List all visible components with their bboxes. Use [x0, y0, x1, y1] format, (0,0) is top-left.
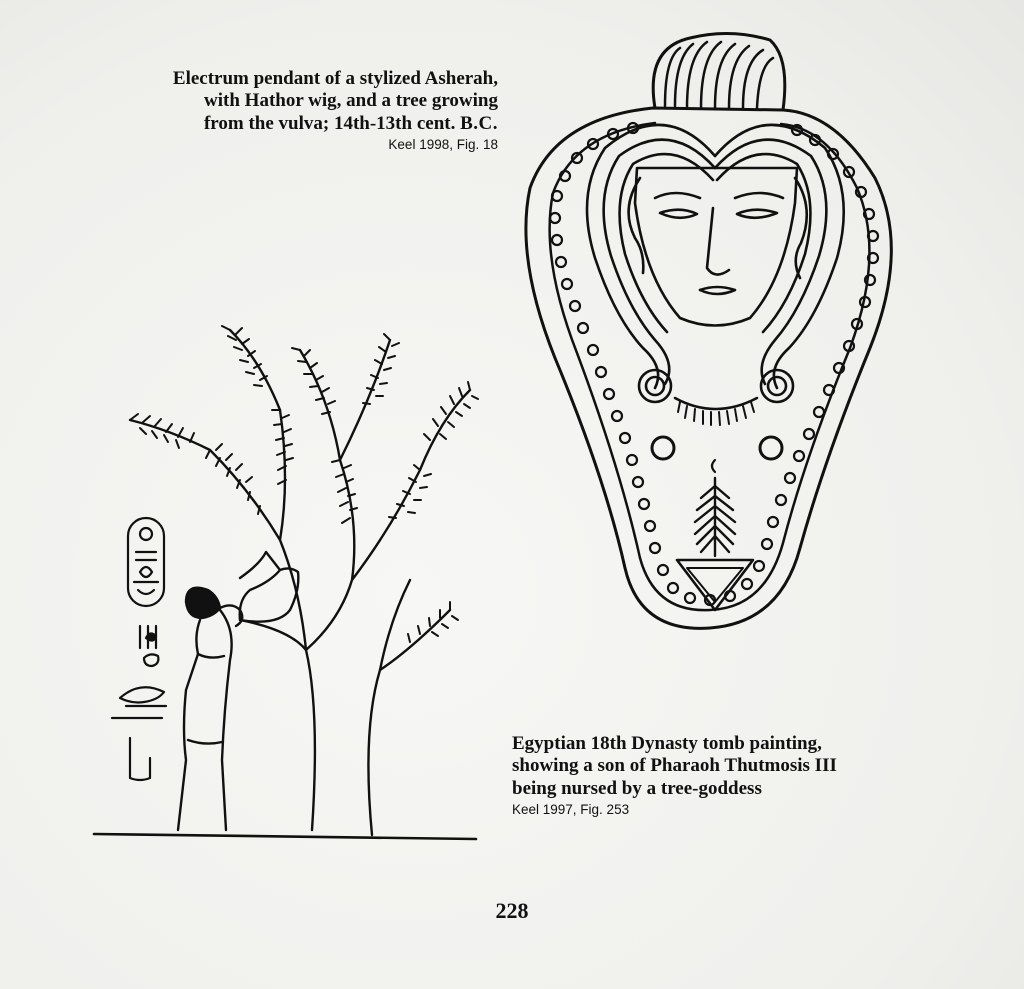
tree-caption-line-3: being nursed by a tree-goddess — [512, 777, 762, 799]
hathor-face — [629, 168, 807, 326]
pendant-breast-right — [760, 437, 782, 459]
pendant-caption — [78, 68, 498, 153]
tree-foliage — [130, 326, 478, 642]
pendant-caption-line-3-text: from the vulva; 14th-13th cent. — [203, 112, 461, 134]
pendant-caption-line-1: Electrum pendant of a stylized Asherah, — [172, 68, 498, 89]
tree-trunk — [306, 580, 410, 835]
pendant-caption-line-3 — [78, 113, 498, 135]
ground-line — [94, 834, 476, 839]
hieroglyph-column — [112, 518, 166, 780]
page-number: 228 — [495, 898, 529, 923]
pendant-illustration — [515, 28, 935, 648]
tree-caption-line-1: Egyptian 18th Dynasty tomb painting, — [512, 733, 822, 754]
pendant-credit: Keel 1998, Fig. 18 — [388, 137, 498, 153]
tree-goddess-illustration — [90, 290, 510, 850]
era-abbreviation: B.C. — [460, 112, 498, 134]
child-head — [186, 588, 220, 618]
hathor-wig — [587, 125, 844, 402]
cartouche — [128, 518, 164, 606]
pendant-breast-left — [652, 437, 674, 459]
pendant-tree — [695, 478, 735, 556]
goddess-arm — [240, 552, 306, 650]
pendant-outline — [526, 108, 891, 628]
tree-goddess-caption — [512, 733, 972, 818]
nursing-child — [178, 588, 242, 830]
tree-goddess-credit: Keel 1997, Fig. 253 — [512, 802, 630, 818]
pendant-caption-line-2: with Hathor wig, and a tree growing — [204, 90, 498, 112]
tree-caption-line-2: showing a son of Pharaoh Thutmosis III — [512, 755, 837, 777]
